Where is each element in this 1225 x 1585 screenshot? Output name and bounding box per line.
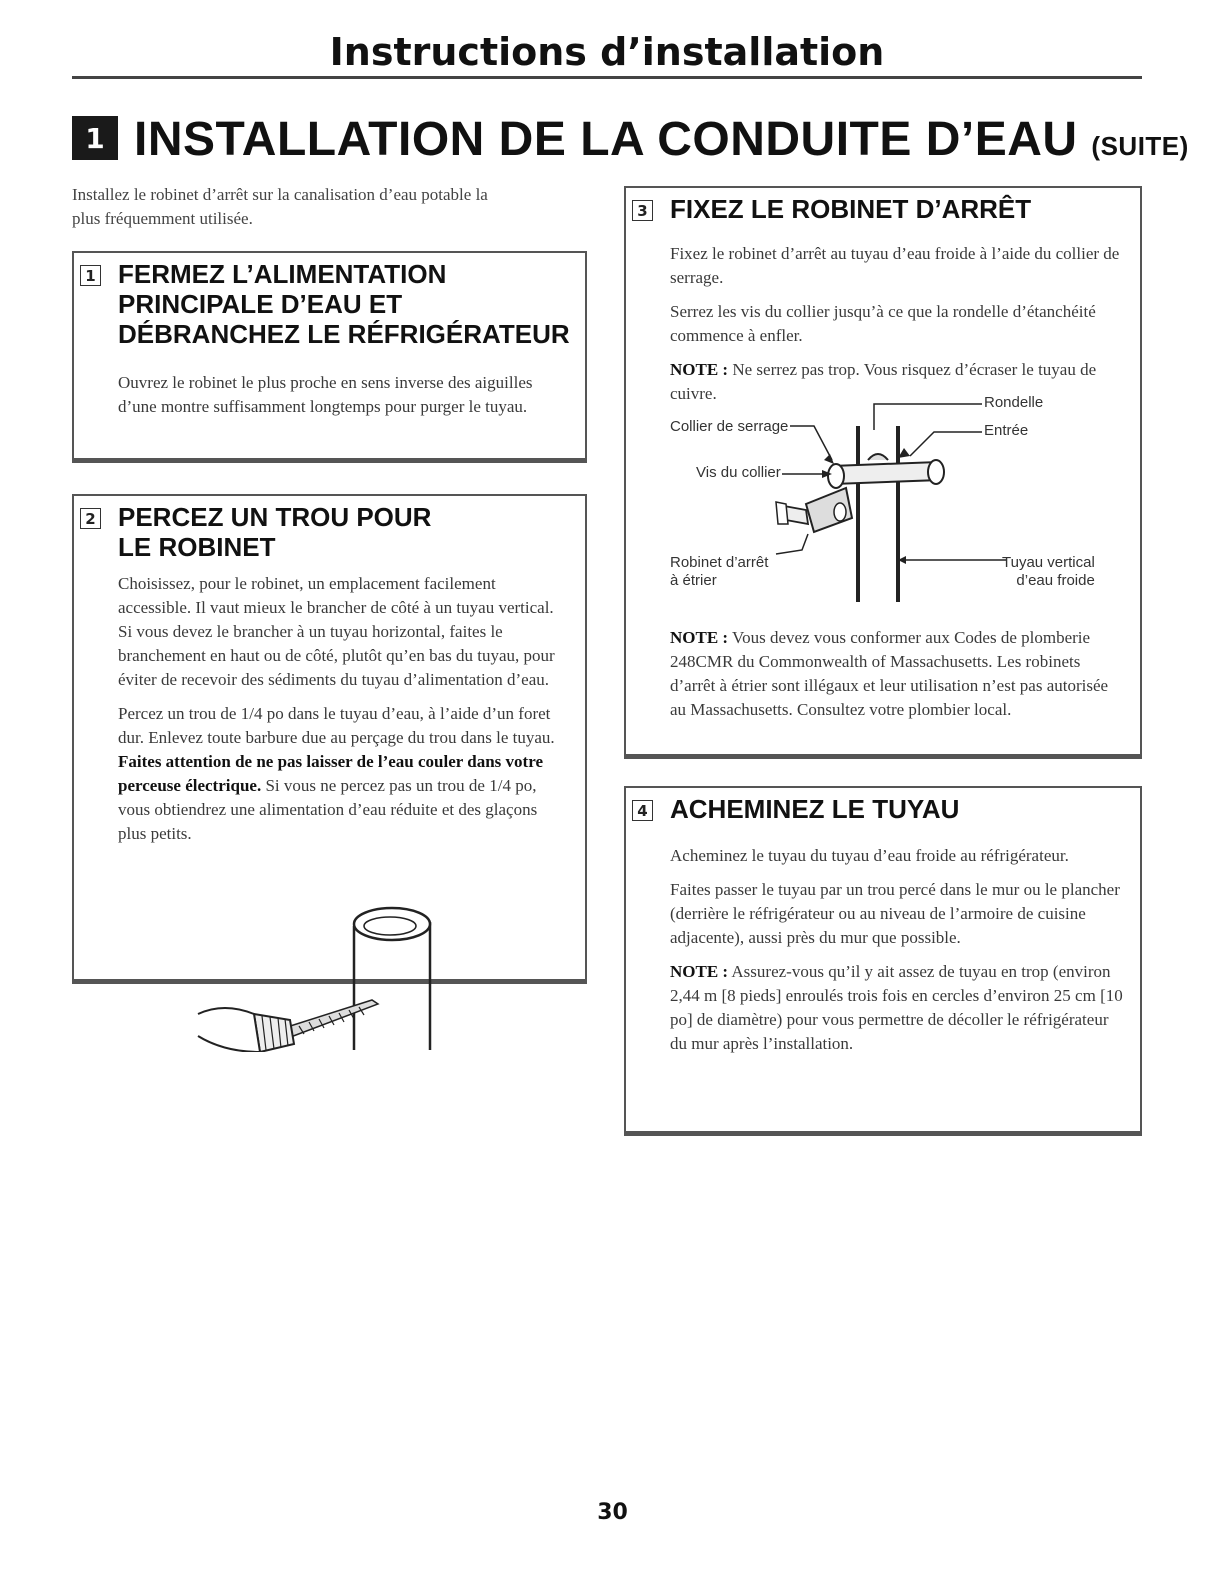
label-vis: Vis du collier [696,464,781,481]
step-4-box [624,786,1142,1136]
step-2-paragraph-2 [118,702,569,846]
step-2-title-line: PERCEZ UN TROU POUR [118,502,432,532]
step-1-title-line: FERMEZ L’ALIMENTATION [118,259,447,289]
note-text: Ne serrez pas trop. Vous risquez d’écraser le tuyau de cuivre. [670,360,1097,403]
step-1-title-line: PRINCIPALE D’EAU ET [118,289,403,319]
step-3-title-line: FIXEZ LE ROBINET D’ARRÊT [670,194,1032,224]
page-header: Instructions d’installation [329,30,885,74]
step-4-paragraph-2: Faites passer le tuyau par un trou percé dans le mur ou le plancher (derrière le réfrigérateur ou au niveau de l’armoire de cuisine adjacente), aussi près du mur que possible. [670,880,1120,947]
label-tuyau-line: d’eau froide [1016,572,1095,589]
label-entree: Entrée [984,422,1029,439]
section-title [134,112,1189,167]
step-2-body [118,572,569,856]
step-2-paragraph-1: Choisissez, pour le robinet, un emplacement facilement accessible. Il vaut mieux le brancher de côté à un tuyau vertical. Si vous devez le brancher à un tuyau horizontal, faites le branchement en haut ou de côté, plutôt qu’en bas du tuyau, pour éviter de recevoir des sédiments du tuyau d’alimentation d’eau. [118,574,555,689]
step-3-body-2 [670,626,1124,732]
step-3-paragraph-2: Serrez les vis du collier jusqu’à ce que la rondelle d’étanchéité commence à enfler. [670,302,1096,345]
step-4-title-line: ACHEMINEZ LE TUYAU [670,794,960,824]
label-robinet-line: Robinet d’arrêt [670,554,769,571]
note-text: Assurez-vous qu’il y ait assez de tuyau en trop (environ 2,44 m [8 pieds] enroulés trois fois en cercles d’environ 25 cm [10 po] de diamètre) pour vous permettre de décoller le réfrigérateur du mur après l’installation. [670,962,1123,1053]
section-number-badge: 1 [72,116,118,160]
step-1-body [118,371,569,429]
label-robinet [670,554,768,590]
intro-text: Installez le robinet d’arrêt sur la canalisation d’eau potable la plus fréquemment utilisée. [72,185,488,228]
step-4-number: 4 [632,800,653,821]
step-2-number: 2 [80,508,101,529]
label-tuyau [1002,554,1095,590]
step-4-paragraph-1: Acheminez le tuyau du tuyau d’eau froide au réfrigérateur. [670,846,1069,865]
step-2-title [118,502,571,562]
note-label: NOTE : [670,962,729,981]
label-tuyau-line: Tuyau vertical [1002,554,1095,571]
step-2-title-line: LE ROBINET [118,532,276,562]
step-4-title [670,794,1126,824]
drill-pipe-illustration [194,902,454,1052]
label-robinet-line: à étrier [670,572,717,589]
step-1-title [118,259,571,349]
step-4-note [670,960,1124,1056]
step-3-box [624,186,1142,759]
step-1-paragraph: Ouvrez le robinet le plus proche en sens inverse des aiguilles d’une montre suffisamment longtemps pour purger le tuyau. [118,373,533,416]
step-2-box [72,494,587,984]
header-rule [72,76,1142,79]
label-collier: Collier de serrage [670,418,789,435]
step-3-title [670,194,1126,224]
page-number: 30 [597,1500,628,1525]
step-1-box [72,251,587,463]
step-1-number: 1 [80,265,101,286]
note-label: NOTE : [670,360,729,379]
step-4-body [670,844,1124,1066]
section-suffix: (SUITE) [1091,131,1189,161]
step-2-p2-end: Si vous ne percez pas un trou de 1/4 po, vous obtiendrez une alimentation d’eau réduite et des glaçons plus petits. [118,776,538,843]
note-text: Vous devez vous conformer aux Codes de plomberie 248CMR du Commonwealth of Massachusetts. Les robinets d’arrêt à étrier sont illégaux et leur utilisation n’est pas autorisée au Massachusetts. Consultez votre plombier local. [670,628,1109,719]
label-rondelle: Rondelle [984,394,1044,411]
step-3-paragraph-1: Fixez le robinet d’arrêt au tuyau d’eau froide à l’aide du collier de serrage. [670,244,1120,287]
section-heading [72,112,1189,172]
step-3-note-2 [670,626,1124,722]
section-title-text: INSTALLATION DE LA CONDUITE D’EAU [134,113,1078,166]
step-1-title-line: DÉBRANCHEZ LE RÉFRIGÉRATEUR [118,319,570,349]
step-3-number: 3 [632,200,653,221]
step-2-warning: Faites attention de ne pas laisser de l’eau couler dans votre perceuse électrique. [118,752,543,795]
note-label: NOTE : [670,628,729,647]
step-2-p2-start: Percez un trou de 1/4 po dans le tuyau d’eau, à l’aide d’un foret dur. Enlevez toute barbure due au perçage du trou dans le tuyau. [118,704,555,747]
